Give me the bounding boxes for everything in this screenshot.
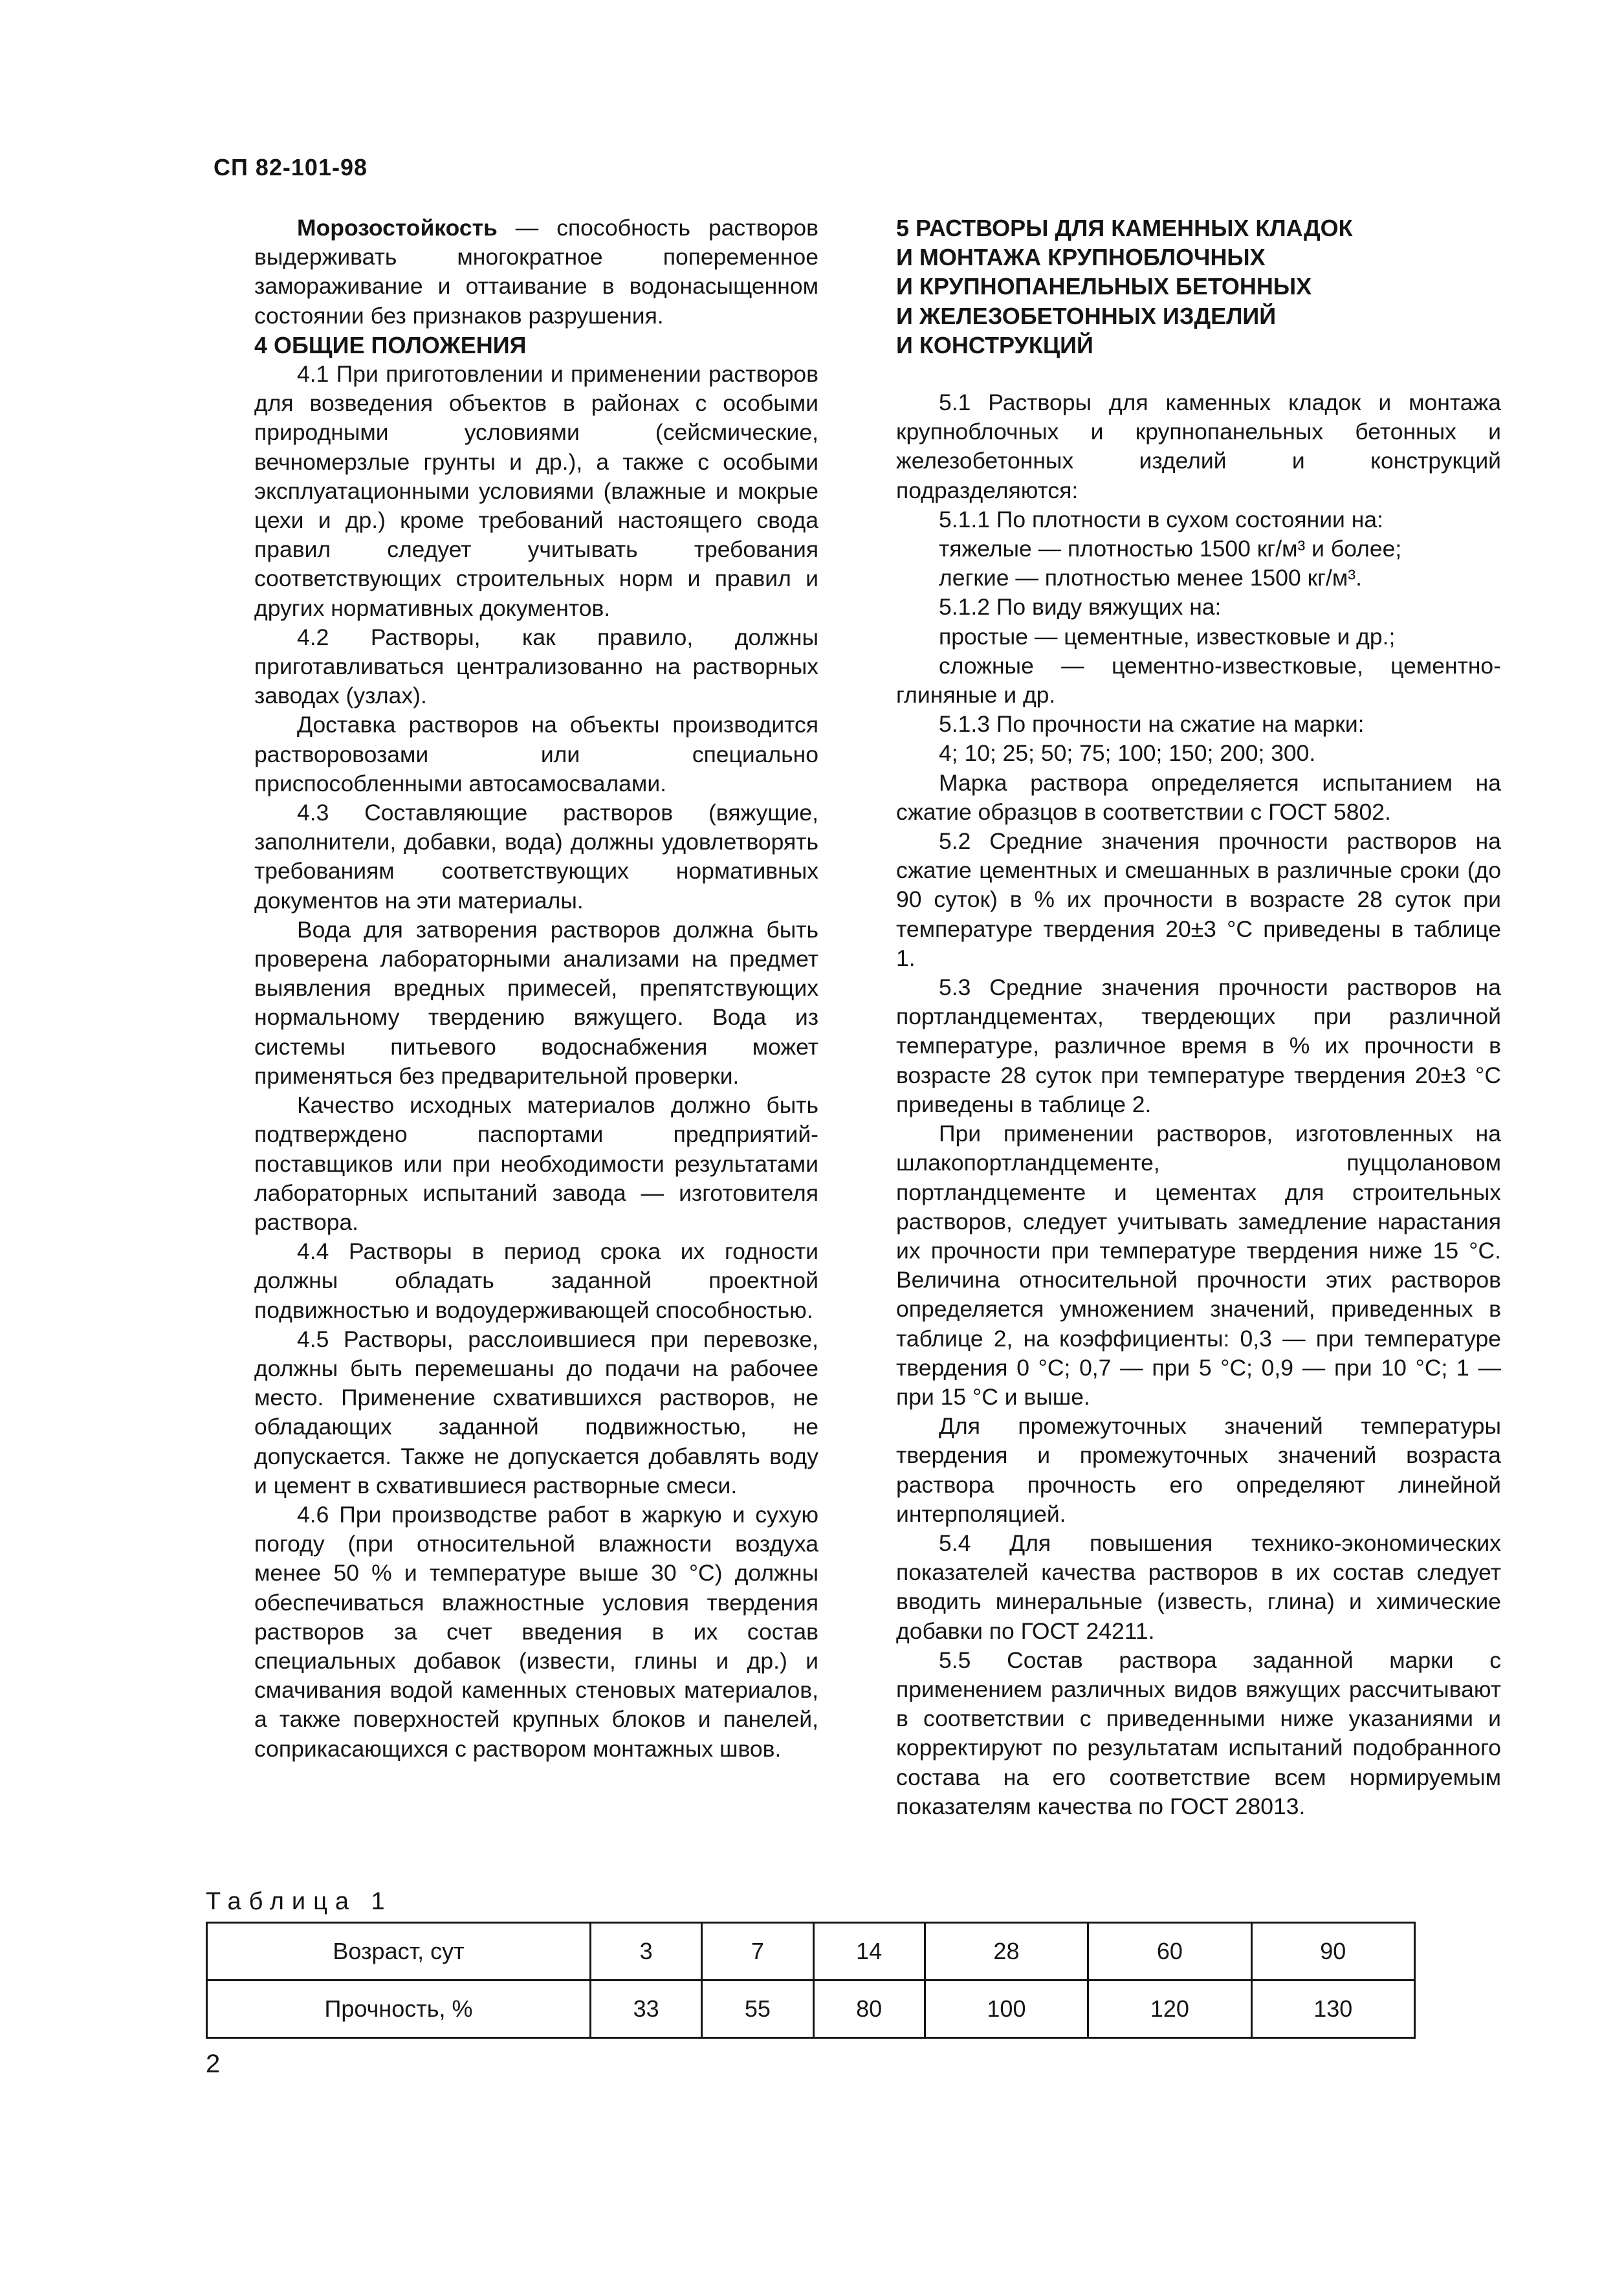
table-row-label: Возраст, сут: [207, 1923, 591, 1980]
section-5-heading-line: 5 РАСТВОРЫ ДЛЯ КАМЕННЫХ КЛАДОК: [896, 215, 1353, 241]
frost-resistance-term: Морозостойкость: [297, 215, 498, 241]
paragraph-5-3: 5.3 Средние значения прочности растворов на портландцементах, твердеющих при различной температуре, различное время в % их прочности в возрасте 28 суток при температуре твердения 20±3 °С приведены в таблице 2.: [896, 974, 1501, 1117]
paragraph-5-3-interpolation: Для промежуточных значений температуры твердения и промежуточных значений возраста раствора прочность его определяют линейной интерполяцией.: [896, 1413, 1501, 1527]
paragraph-5-1-2-complex: сложные — цементно-известковые, цементно-глиняные и др.: [896, 652, 1501, 708]
page-number: 2: [206, 2050, 221, 2078]
section-5-heading-line: И КОНСТРУКЦИЙ: [896, 331, 1093, 358]
paragraph-5-1-3: 5.1.3 По прочности на сжатие на марки:: [939, 711, 1365, 738]
table-row-strength: [207, 1980, 1415, 2038]
table-cell: 80: [813, 1980, 925, 2038]
table-cell: 33: [591, 1980, 702, 2038]
document-code: СП 82-101-98: [214, 154, 368, 181]
frost-resistance-definition: [254, 214, 818, 331]
paragraph-4-1: 4.1 При приготовлении и применении растворов для возведения объектов в районах с особыми природными условиями (сейсмические, вечномерзлые грунты и др.), а также с особыми эксплуатационными условиями (влажные и мокрые цехи и др.) кроме требований настоящего свода правил следует учитывать требования соответствующих строительных норм и правил и других нормативных документов.: [254, 361, 818, 621]
paragraph-4-3-water: Вода для затворения растворов должна быть проверена лабораторными анализами на предмет выявления вредных примесей, препятствующих нормальному твердению вяжущего. Вода из системы питьевого водоснабжения может применяться без предварительной проверки.: [254, 916, 818, 1089]
table-row-label: Прочность, %: [207, 1980, 591, 2038]
table-cell: 55: [702, 1980, 813, 2038]
paragraph-4-3: 4.3 Составляющие растворов (вяжущие, заполнители, добавки, вода) должны удовлетворять требованиям соответствующих нормативных документов на эти материалы.: [254, 800, 818, 914]
table-cell: 130: [1251, 1980, 1414, 2038]
section-5-heading-line: И МОНТАЖА КРУПНОБЛОЧНЫХ: [896, 244, 1266, 271]
paragraph-5-4: 5.4 Для повышения технико-экономических показателей качества растворов в их состав следует вводить минеральные (известь, глина) и химические добавки по ГОСТ 24211.: [896, 1530, 1501, 1644]
paragraph-5-1-3-grades: 4; 10; 25; 50; 75; 100; 150; 200; 300.: [939, 740, 1316, 767]
paragraph-5-1-1: 5.1.1 По плотности в сухом состоянии на:: [939, 506, 1383, 532]
table-cell: 3: [591, 1923, 702, 1980]
table-row-age: [207, 1923, 1415, 1980]
paragraph-5-2: 5.2 Средние значения прочности растворов на сжатие цементных и смешанных в различные сроки (до 90 суток) в % их прочности в возрасте 28 суток при температуре твердения 20±3 °С приведены в таблице 1.: [896, 828, 1501, 971]
table-cell: 100: [925, 1980, 1088, 2038]
paragraph-5-1-2: 5.1.2 По виду вяжущих на:: [939, 594, 1222, 620]
paragraph-5-1: 5.1 Растворы для каменных кладок и монтажа крупноблочных и крупнопанельных бетонных и железобетонных изделий и конструкций подразделяются:: [896, 389, 1501, 503]
paragraph-4-5: 4.5 Растворы, расслоившиеся при перевозке, должны быть перемешаны до подачи на рабочее место. Применение схватившихся растворов, не обладающих заданной подвижностью, не допускается. Также не допускается добавлять воду и цемент в схватившиеся растворные смеси.: [254, 1326, 818, 1498]
section-5-heading: [896, 214, 1501, 360]
left-column: [254, 214, 818, 1764]
paragraph-4-2-delivery: Доставка растворов на объекты производится растворовозами или специально приспособленными автосамосвалами.: [254, 712, 818, 796]
table-cell: 7: [702, 1923, 813, 1980]
paragraph-5-1-3-test: Марка раствора определяется испытанием на сжатие образцов в соответствии с ГОСТ 5802.: [896, 769, 1501, 825]
paragraph-4-3-quality: Качество исходных материалов должно быть подтверждено паспортами предприятий-поставщиков или при необходимости результатами лабораторных испытаний завода — изготовителя раствора.: [254, 1092, 818, 1235]
table-1: [206, 1922, 1416, 2039]
paragraph-5-5: 5.5 Состав раствора заданной марки с применением различных видов вяжущих рассчитывают в соответствии с приведенными ниже указаниями и корректируют по результатам испытаний подобранного состава на его соответствие всем нормируемым показателям качества по ГОСТ 28013.: [896, 1647, 1501, 1819]
section-5-heading-line: И ЖЕЛЕЗОБЕТОННЫХ ИЗДЕЛИЙ: [896, 302, 1277, 329]
table-1-caption: Таблица 1: [206, 1888, 393, 1915]
right-column: [896, 214, 1501, 1821]
paragraph-5-3-slag: При применении растворов, изготовленных на шлакопортландцементе, пуццолановом портландцементе и цементах для строительных растворов, следует учитывать замедление нарастания их прочности при температуре твердения ниже 15 °С. Величина относительной прочности этих растворов определяется умножением значений, приведенных в таблице 2, на коэффициенты: 0,3 — при температуре твердения 0 °С; 0,7 — при 5 °С; 0,9 — при 10 °С; 1 — при 15 °С и выше.: [896, 1121, 1501, 1410]
paragraph-4-6: 4.6 При производстве работ в жаркую и сухую погоду (при относительной влажности воздуха менее 50 % и температуре выше 30 °С) должны обеспечиваться влажностные условия твердения растворов за счет введения в их состав специальных добавок (извести, глины и др.) и смачивания водой каменных стеновых материалов, а также поверхностей крупных блоков и панелей, соприкасающихся с раствором монтажных швов.: [254, 1501, 818, 1762]
table-cell: 120: [1088, 1980, 1251, 2038]
table-cell: 90: [1251, 1923, 1414, 1980]
frost-resistance-text: — способность растворов выдерживать многократное попеременное замораживание и оттаивание в водонасыщенном состоянии без признаков разрушения.: [254, 215, 818, 329]
paragraph-4-4: 4.4 Растворы в период срока их годности должны обладать заданной проектной подвижностью и водоудерживающей способностью.: [254, 1238, 818, 1323]
section-5-heading-line: И КРУПНОПАНЕЛЬНЫХ БЕТОННЫХ: [896, 273, 1312, 300]
table-cell: 28: [925, 1923, 1088, 1980]
table-cell: 14: [813, 1923, 925, 1980]
table-cell: 60: [1088, 1923, 1251, 1980]
paragraph-4-2: 4.2 Растворы, как правило, должны приготавливаться централизованно на растворных заводах (узлах).: [254, 624, 818, 709]
paragraph-5-1-1-heavy: тяжелые — плотностью 1500 кг/м³ и более;: [939, 536, 1402, 562]
section-4-heading: 4 ОБЩИЕ ПОЛОЖЕНИЯ: [254, 331, 527, 358]
paragraph-5-1-2-simple: простые — цементные, известковые и др.;: [939, 623, 1396, 650]
paragraph-5-1-1-light: легкие — плотностью менее 1500 кг/м³.: [939, 565, 1363, 591]
